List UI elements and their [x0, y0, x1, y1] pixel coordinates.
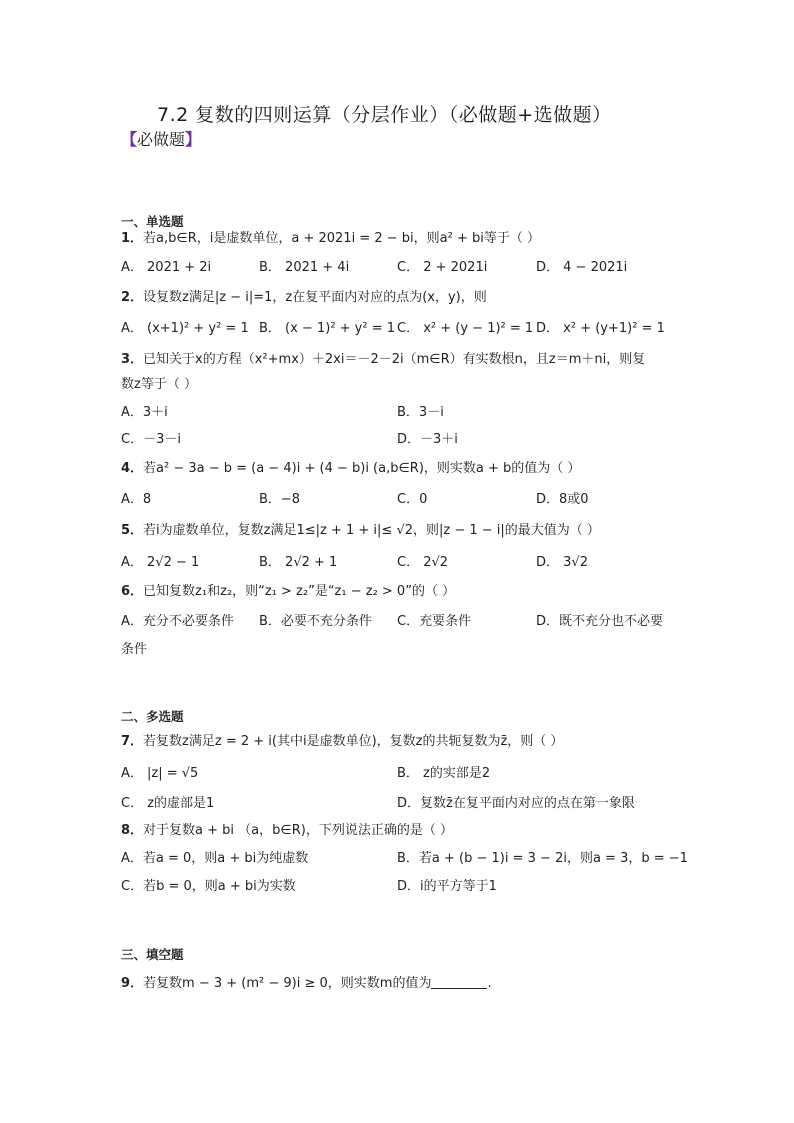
option-d[interactable]: D．i的平方等于1 [397, 879, 497, 894]
question-text: 若a² − 3a − b = (a − 4)i + (4 − b)i (a,b∈R)，则实数a + b的值为（ ） [143, 461, 581, 476]
option-c[interactable]: C．充要条件 [397, 614, 472, 629]
question-text-end: . [487, 976, 492, 991]
option-b[interactable]: B． (x − 1)² + y² = 1 [259, 321, 396, 336]
question-text: 若复数m − 3 + (m² − 9)i ≥ 0，则实数m的值为 [143, 976, 432, 991]
question-number: 7． [121, 734, 144, 749]
tag-bracket-open: 【 [121, 130, 138, 149]
option-a[interactable]: A．若a = 0，则a + bi为纯虚数 [121, 851, 309, 866]
option-d[interactable]: D．复数z̄在复平面内对应的点在第一象限 [397, 796, 635, 811]
question-number: 4． [121, 461, 144, 476]
tag-bracket-close: 】 [185, 130, 202, 149]
question-4 [121, 460, 580, 478]
page-title: 7.2 复数的四则运算（分层作业）（必做题+选做题） [157, 104, 612, 126]
option-c[interactable]: C． 2√2 [397, 555, 449, 570]
option-b[interactable]: B．若a + (b − 1)i = 3 − 2i，则a = 3，b = −1 [397, 851, 688, 866]
section-heading-single-choice: 一、单选题 [121, 214, 184, 229]
question-number: 8． [121, 823, 144, 838]
option-d-continuation: 条件 [121, 642, 148, 657]
tag-text: 必做题 [137, 130, 186, 149]
option-d[interactable]: D．－3＋i [397, 432, 458, 447]
question-text: 对于复数a + bi （a，b∈R)，下列说法正确的是（ ） [143, 823, 453, 838]
option-a[interactable]: A．8 [121, 492, 152, 507]
question-number: 5． [121, 523, 144, 538]
option-d[interactable]: D． x² + (y+1)² = 1 [536, 321, 665, 336]
question-text: 设复数z满足|z − i|=1，z在复平面内对应的点为(x，y)，则 [143, 290, 487, 305]
option-b[interactable]: B． 2021 + 4i [259, 260, 350, 275]
option-c[interactable]: C．若b = 0，则a + bi为实数 [121, 879, 296, 894]
question-text: 若复数z满足z = 2 + i(其中i是虚数单位)，复数z的共轭复数为z̄，则（ ） [143, 734, 564, 749]
question-8 [121, 822, 453, 840]
question-number: 3． [121, 352, 144, 367]
option-c[interactable]: C． 2 + 2021i [397, 260, 488, 275]
option-a[interactable]: A． 2√2 − 1 [121, 555, 200, 570]
option-b[interactable]: B． 2√2 + 1 [259, 555, 338, 570]
question-text: 若i为虚数单位，复数z满足1≤|z + 1 + i|≤ √2，则|z − 1 − i|的最大值为（ ） [143, 523, 600, 538]
question-6 [121, 583, 455, 601]
option-b[interactable]: B． z的实部是2 [397, 766, 491, 781]
question-1 [121, 230, 540, 248]
option-b[interactable]: B．必要不充分条件 [259, 614, 372, 629]
answer-blank[interactable] [431, 976, 487, 989]
question-text: 若a,b∈R，i是虚数单位，a + 2021i = 2 − bi，则a² + bi等于（ ） [143, 231, 540, 246]
section-heading-multiple-choice: 二、多选题 [121, 709, 184, 724]
question-number: 6． [121, 584, 144, 599]
option-c[interactable]: C． z的虚部是1 [121, 796, 215, 811]
question-text: 已知复数z₁和z₂，则“z₁ > z₂”是“z₁ − z₂ > 0”的（ ） [143, 584, 456, 599]
option-a[interactable]: A．充分不必要条件 [121, 614, 234, 629]
question-7 [121, 733, 563, 751]
option-a[interactable]: A． (x+1)² + y² = 1 [121, 321, 249, 336]
question-3 [121, 351, 645, 369]
section-heading-fill-in: 三、填空题 [121, 947, 184, 962]
option-b[interactable]: B．−8 [259, 492, 301, 507]
option-c[interactable]: C．－3－i [121, 432, 181, 447]
option-d[interactable]: D． 3√2 [536, 555, 588, 570]
option-b[interactable]: B．3－i [397, 405, 444, 420]
question-text: 已知关于x的方程（x²+mx）＋2xi＝－2－2i（m∈R）有实数根n，且z＝m＋ni，则复 [143, 352, 646, 367]
option-a[interactable]: A． |z| = √5 [121, 766, 199, 781]
option-a[interactable]: A．3＋i [121, 405, 168, 420]
question-number: 9． [121, 976, 144, 991]
question-number: 1． [121, 231, 144, 246]
option-d[interactable]: D．8或0 [536, 492, 589, 507]
question-number: 2． [121, 290, 144, 305]
option-c[interactable]: C． x² + (y − 1)² = 1 [397, 321, 534, 336]
question-2 [121, 289, 487, 307]
option-d[interactable]: D．既不充分也不必要 [536, 614, 664, 629]
option-d[interactable]: D． 4 − 2021i [536, 260, 628, 275]
question-3-continuation: 数z等于（ ） [121, 377, 197, 392]
required-section-tag [121, 127, 201, 150]
option-a[interactable]: A． 2021 + 2i [121, 260, 212, 275]
option-c[interactable]: C．0 [397, 492, 428, 507]
question-9 [121, 975, 492, 993]
question-5 [121, 522, 600, 540]
